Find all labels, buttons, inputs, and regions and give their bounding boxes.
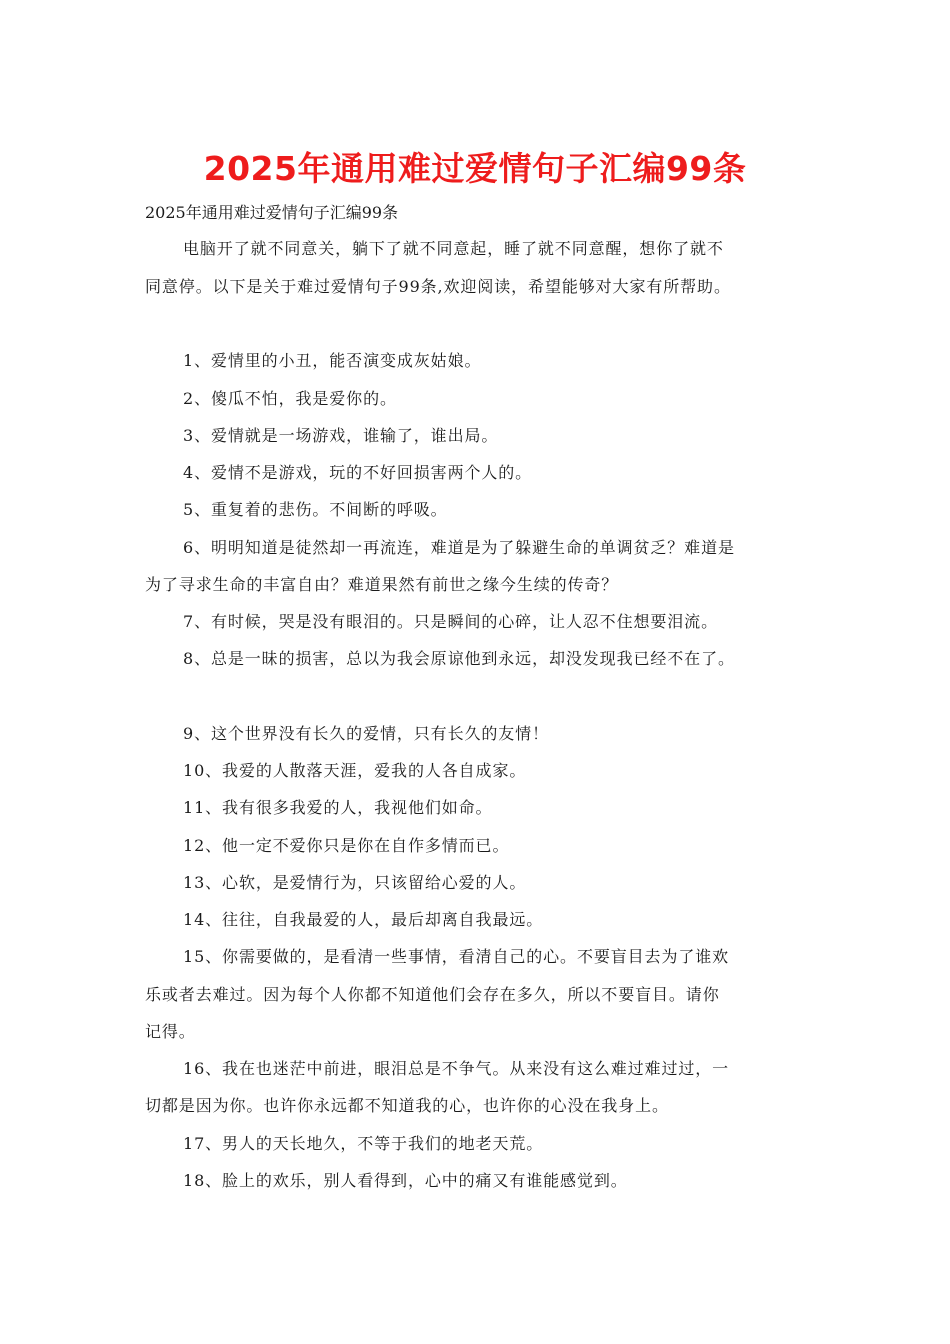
list-item: 3、爱情就是一场游戏，谁输了，谁出局。 [183,426,499,445]
list-item: 1、爱情里的小丑，能否演变成灰姑娘。 [183,351,482,370]
list-item: 17、男人的天长地久，不等于我们的地老天荒。 [183,1134,544,1153]
document-subtitle: 2025年通用难过爱情句子汇编99条 [145,203,399,222]
list-item: 记得。 [145,1022,196,1041]
list-item: 9、这个世界没有长久的爱情，只有长久的友情！ [183,724,549,743]
list-item: 15、你需要做的，是看清一些事情，看清自己的心。不要盲目去为了谁欢 [183,947,730,966]
list-item: 6、明明知道是徒然却一再流连，难道是为了躲避生命的单调贫乏？难道是 [183,538,735,557]
list-item: 13、心软，是爱情行为，只该留给心爱的人。 [183,873,527,892]
list-item: 切都是因为你。也许你永远都不知道我的心，也许你的心没在我身上。 [145,1096,669,1115]
intro-line: 电脑开了就不同意关，躺下了就不同意起，睡了就不同意醒，想你了就不 [183,239,724,258]
list-item: 8、总是一昧的损害，总以为我会原谅他到永远，却没发现我已经不在了。 [183,649,735,668]
list-item: 11、我有很多我爱的人，我视他们如命。 [183,798,493,817]
list-item: 7、有时候，哭是没有眼泪的。只是瞬间的心碎，让人忍不住想要泪流。 [183,612,718,631]
list-item: 2、傻瓜不怕，我是爱你的。 [183,389,397,408]
list-item: 10、我爱的人散落天涯，爱我的人各自成家。 [183,761,527,780]
list-item: 12、他一定不爱你只是你在自作多情而已。 [183,836,510,855]
list-item: 5、重复着的悲伤。不间断的呼吸。 [183,500,448,519]
list-item: 18、脸上的欢乐，别人看得到，心中的痛又有谁能感觉到。 [183,1171,628,1190]
list-item: 14、往往，自我最爱的人，最后却离自我最远。 [183,910,544,929]
list-item: 乐或者去难过。因为每个人你都不知道他们会存在多久，所以不要盲目。请你 [145,985,720,1004]
list-item: 16、我在也迷茫中前进，眼泪总是不争气。从来没有这么难过难过过，一 [183,1059,730,1078]
list-item: 为了寻求生命的丰富自由？难道果然有前世之缘今生续的传奇？ [145,575,619,594]
intro-line: 同意停。以下是关于难过爱情句子99条,欢迎阅读，希望能够对大家有所帮助。 [145,277,731,296]
list-item: 4、爱情不是游戏，玩的不好回损害两个人的。 [183,463,533,482]
document-title: 2025年通用难过爱情句子汇编99条 [203,149,747,188]
